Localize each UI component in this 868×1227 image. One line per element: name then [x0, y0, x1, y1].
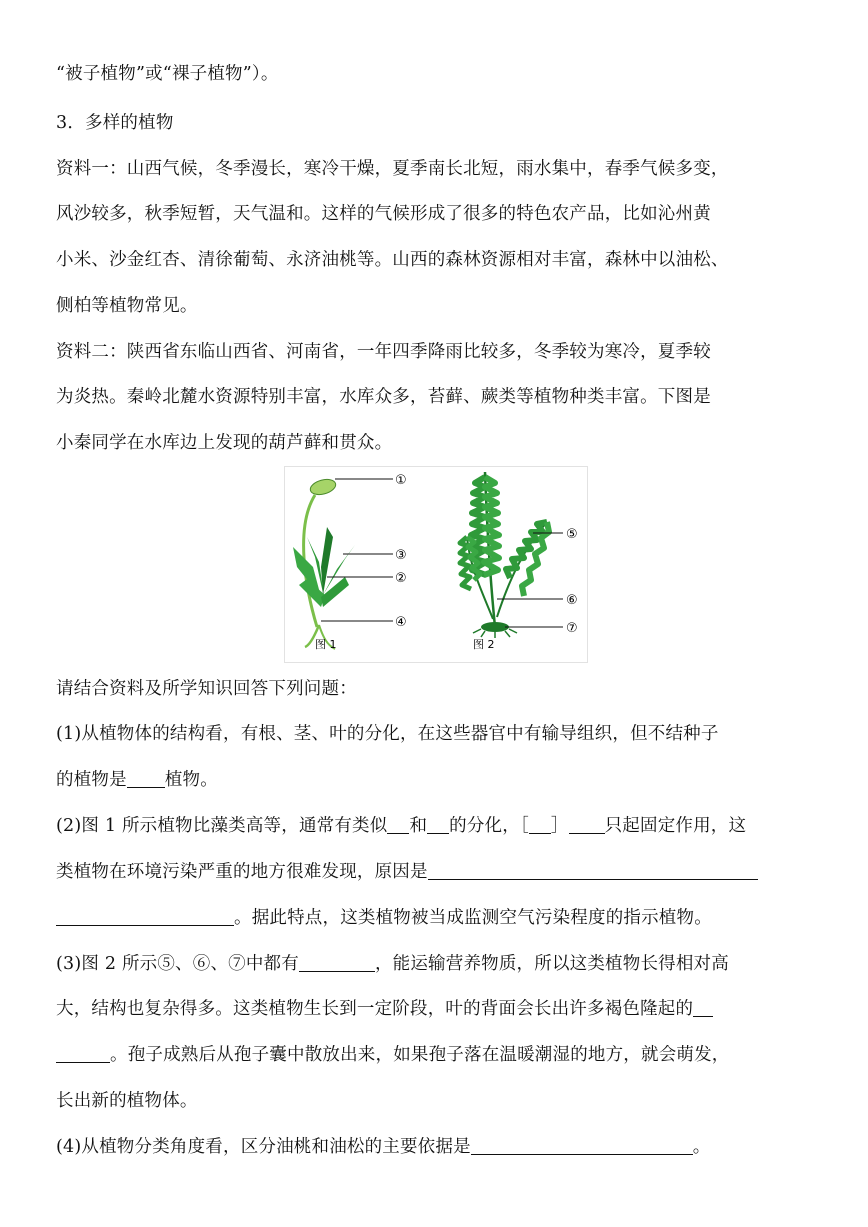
label-5: ⑤: [566, 527, 578, 542]
q4-line-1: [56, 1135, 711, 1159]
q4-text-a: (4)从植物分类角度看，区分油桃和油松的主要依据是: [56, 1137, 471, 1157]
q3-text-d: 。孢子成熟后从孢子囊中散放出来，如果孢子落在温暖潮湿的地方，就会萌发，: [110, 1045, 730, 1065]
q1-text-b: 的植物是: [56, 770, 127, 790]
q3-text-b: ，能运输营养物质，所以这类植物长得相对高: [374, 954, 729, 974]
q4-blank[interactable]: [471, 1136, 693, 1155]
material-2-line-2: 为炎热。秦岭北麓水资源特别丰富，水库众多，苔藓、蕨类等植物种类丰富。下图是: [56, 387, 711, 407]
q2-text-f: 类植物在环境污染严重的地方很难发现，原因是: [56, 862, 428, 882]
plant-figure-svg: [285, 467, 587, 662]
q2-text-d: ］: [550, 816, 569, 836]
fig1-caption: 图 1: [315, 638, 337, 651]
material-2-line-1: 资料二：陕西省东临山西省、河南省，一年四季降雨比较多，冬季较为寒冷，夏季较: [56, 342, 711, 362]
q2-blank-6[interactable]: [56, 907, 234, 926]
label-1: ①: [395, 473, 407, 488]
material-1-line-1: 资料一：山西气候，冬季漫长，寒冷干燥，夏季南长北短，雨水集中，春季气候多变，: [56, 159, 729, 179]
fig2-caption: 图 2: [473, 638, 495, 651]
q3-blank-1[interactable]: [299, 953, 375, 972]
q2-text-g: 。据此特点，这类植物被当成监测空气污染程度的指示植物。: [234, 908, 712, 928]
q3-blank-2b[interactable]: [56, 1044, 110, 1063]
q1-line-2: [56, 768, 218, 792]
instruction: 请结合资料及所学知识回答下列问题：: [56, 679, 357, 699]
material-1-line-3: 小米、沙金红杏、清徐葡萄、永济油桃等。山西的森林资源相对丰富，森林中以油松、: [56, 250, 729, 270]
q2-text-e: 只起固定作用，这: [604, 816, 747, 836]
label-7: ⑦: [566, 621, 578, 636]
q3-text-c: 大，结构也复杂得多。这类植物生长到一定阶段，叶的背面会长出许多褐色隆起的: [56, 999, 694, 1019]
q3-line-3: [56, 1043, 730, 1067]
label-6: ⑥: [566, 593, 578, 608]
q1-text-c: 植物。: [164, 770, 218, 790]
q2-line-3: [56, 906, 712, 930]
q3-line-2: [56, 997, 713, 1021]
q2-text-c: 的分化，［: [449, 816, 529, 836]
q1-blank[interactable]: [127, 769, 165, 788]
label-3: ③: [395, 548, 407, 563]
label-4: ④: [395, 615, 407, 630]
q2-line-1: [56, 814, 746, 838]
q2-blank-5[interactable]: [428, 861, 758, 880]
q4-text-b: 。: [692, 1137, 711, 1157]
q2-text-b: 和: [409, 816, 428, 836]
moss-drawing: [293, 477, 355, 649]
material-1-line-2: 风沙较多，秋季短暂，天气温和。这样的气候形成了很多的特色农产品，比如沁州黄: [56, 204, 711, 224]
q3-line-1: [56, 952, 729, 976]
material-2-line-3: 小秦同学在水库边上发现的葫芦藓和贯众。: [56, 433, 393, 453]
section-heading: 3．多样的植物: [56, 113, 174, 133]
q1-line-1: (1)从植物体的结构看，有根、茎、叶的分化，在这些器官中有输导组织，但不结种子: [56, 724, 719, 744]
plant-figure: [284, 466, 588, 663]
material-1-line-4: 侧柏等植物常见。: [56, 296, 198, 316]
q2-blank-4[interactable]: [569, 815, 605, 834]
label-2: ②: [395, 571, 407, 586]
q3-line-4: 长出新的植物体。: [56, 1091, 198, 1111]
q2-text-a: (2)图 1 所示植物比藻类高等，通常有类似: [56, 816, 388, 836]
text-line-1: “被子植物”或“裸子植物”）。: [56, 64, 279, 84]
q2-line-2: [56, 860, 758, 884]
q2-blank-3[interactable]: [529, 815, 551, 834]
q2-blank-2[interactable]: [427, 815, 449, 834]
fern-drawing: [460, 472, 549, 638]
q2-blank-1[interactable]: [387, 815, 409, 834]
q3-text-a: (3)图 2 所示⑤、⑥、⑦中都有: [56, 954, 299, 974]
q3-blank-2a[interactable]: [693, 998, 713, 1017]
